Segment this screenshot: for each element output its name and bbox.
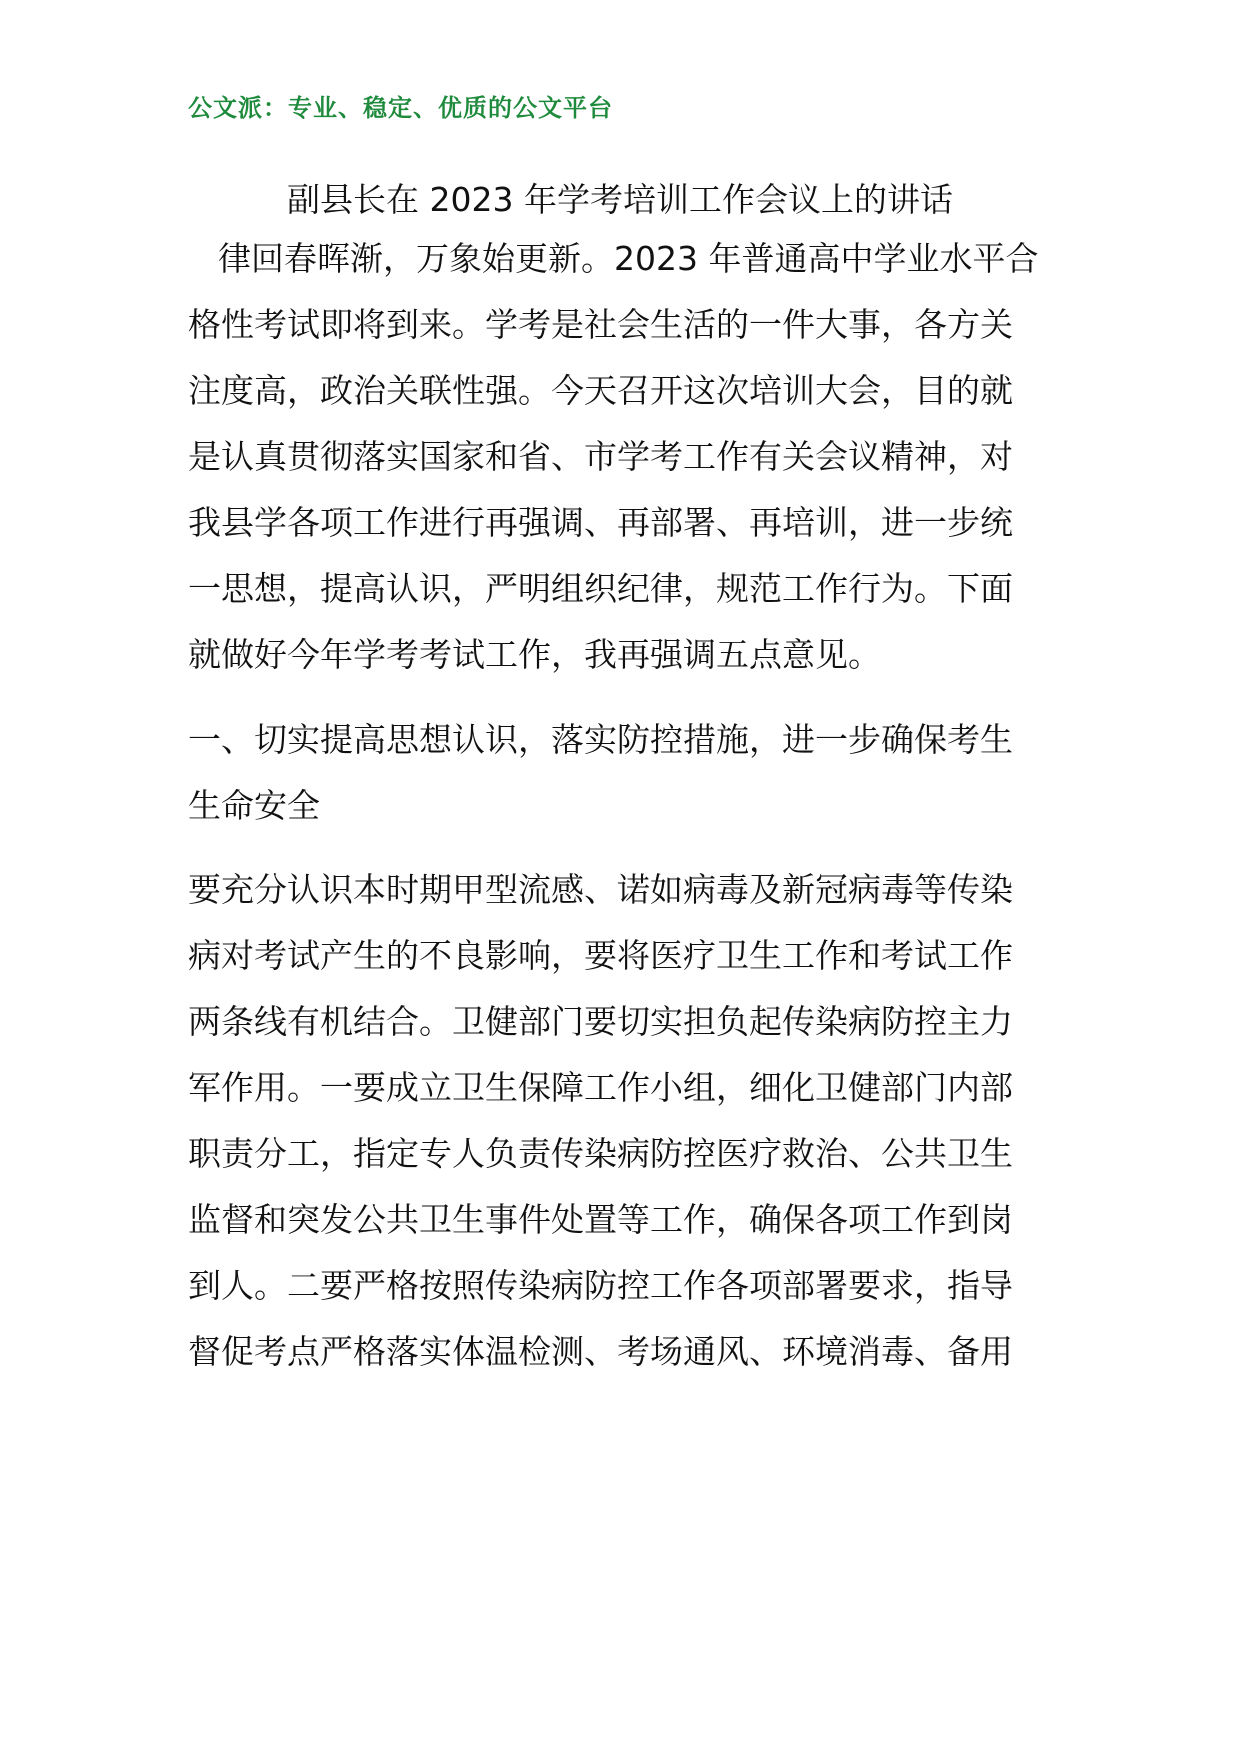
paragraph-line: 军作用。一要成立卫生保障工作小组，细化卫健部门内部 bbox=[188, 1068, 1013, 1107]
paragraph-line: 格性考试即将到来。学考是社会生活的一件大事，各方关 bbox=[188, 305, 1013, 344]
document-title: 副县长在 2023 年学考培训工作会议上的讲话 bbox=[287, 180, 953, 219]
paragraph-line: 律回春晖渐，万象始更新。2023 年普通高中学业水平合 bbox=[218, 239, 1039, 278]
paragraph-line: 督促考点严格落实体温检测、考场通风、环境消毒、备用 bbox=[188, 1332, 1013, 1371]
header-brand: 公文派：专业、稳定、优质的公文平台 bbox=[188, 93, 613, 122]
paragraph-line: 两条线有机结合。卫健部门要切实担负起传染病防控主力 bbox=[188, 1002, 1013, 1041]
paragraph-line: 病对考试产生的不良影响，要将医疗卫生工作和考试工作 bbox=[188, 936, 1013, 975]
paragraph-line: 到人。二要严格按照传染病防控工作各项部署要求，指导 bbox=[188, 1266, 1013, 1305]
section-heading-line: 一、切实提高思想认识，落实防控措施，进一步确保考生 bbox=[188, 720, 1013, 759]
paragraph-line: 监督和突发公共卫生事件处置等工作，确保各项工作到岗 bbox=[188, 1200, 1013, 1239]
paragraph-line: 职责分工，指定专人负责传染病防控医疗救治、公共卫生 bbox=[188, 1134, 1013, 1173]
paragraph-line: 一思想，提高认识，严明组织纪律，规范工作行为。下面 bbox=[188, 569, 1013, 608]
paragraph-line: 要充分认识本时期甲型流感、诺如病毒及新冠病毒等传染 bbox=[188, 870, 1013, 909]
paragraph-line: 我县学各项工作进行再强调、再部署、再培训，进一步统 bbox=[188, 503, 1013, 542]
paragraph-line: 就做好今年学考考试工作，我再强调五点意见。 bbox=[188, 635, 881, 674]
paragraph-line: 注度高，政治关联性强。今天召开这次培训大会，目的就 bbox=[188, 371, 1013, 410]
paragraph-line: 是认真贯彻落实国家和省、市学考工作有关会议精神，对 bbox=[188, 437, 1013, 476]
section-heading-line: 生命安全 bbox=[188, 786, 320, 825]
